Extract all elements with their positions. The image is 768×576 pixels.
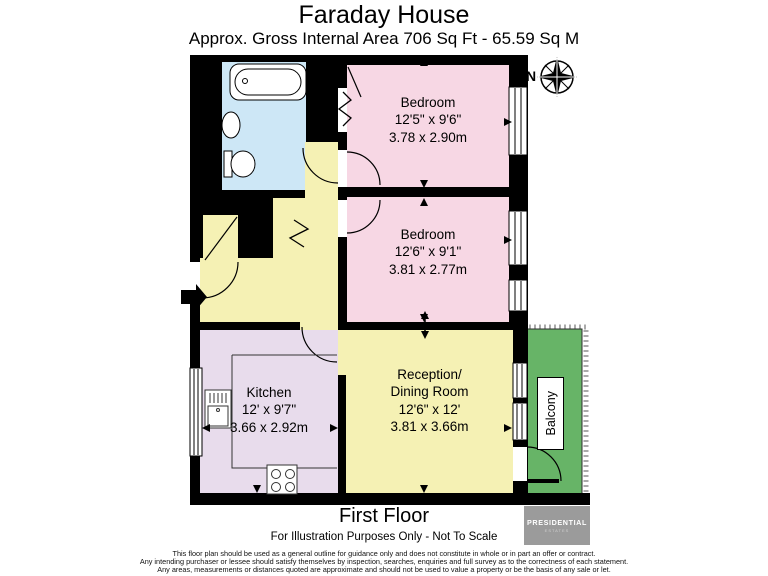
room-size-metric: 3.78 x 2.90m [388,129,468,145]
room-size-imperial: 12' x 9'7" [241,402,297,418]
bedroom-2-window-2 [509,280,527,311]
room-name: Reception/ [397,367,462,382]
room-name: Bedroom [400,95,456,110]
room-name: Bedroom [400,227,456,242]
bathtub-icon [230,64,306,100]
room-name: Kitchen [246,385,292,400]
agency-logo-sub: ESTATES [544,528,570,533]
room-size-metric: 3.66 x 2.92m [229,419,309,435]
bedroom-2-door-gap [338,200,347,237]
room-size-imperial: 12'6" x 9'1" [394,244,462,260]
disclaimer-line-1: This floor plan should be used as a general outline for guidance only and does not constitute in whole or in part an offer or contract. [172,549,596,558]
reception-window [513,363,527,398]
disclaimer-line-2: Any intending purchaser or lessee should satisfy themselves by inspection, searches, enquiries and full survey as to the correctness of each statement. [139,557,629,566]
page-title: Faraday House [298,1,470,29]
bedroom-2-label [347,226,509,278]
agency-logo [524,506,590,545]
balcony-door-gap [513,447,527,481]
kitchen-reception-wall [338,375,346,493]
bedroom-1-window [509,87,527,155]
kitchen-label [200,384,338,436]
north-label: N [526,68,537,84]
washbasin-icon [222,112,240,138]
disclaimer-line-3: Any areas, measurements or distances quoted are approximate and should not be used to value a property or be the basis of any sale or let. [157,565,611,574]
room-size-imperial: 12'5" x 9'6" [394,112,462,128]
bedroom-1-door-gap [338,150,347,187]
toilet-icon [224,151,255,177]
balcony-label: Balcony [537,377,564,450]
illustration-note: For Illustration Purposes Only - Not To Scale [270,531,498,543]
reception-label [346,366,513,435]
page-subtitle: Approx. Gross Internal Area 706 Sq Ft - 65.59 Sq M [188,29,580,48]
agency-logo-brand: PRESIDENTIAL [527,518,587,527]
bedroom-2-window [509,211,527,265]
room-size-metric: 3.81 x 3.66m [390,418,469,434]
bedroom-1-label [347,94,509,146]
room-name-2: Dining Room [390,384,469,400]
room-size-imperial: 12'6" x 12' [398,401,461,417]
balcony-bottom-wall [522,493,590,505]
reception-window-2 [513,403,527,440]
compass-rose-icon [537,57,577,97]
hob-icon [267,465,297,494]
floor-name: First Floor [339,505,429,527]
room-size-metric: 3.81 x 2.77m [388,261,468,277]
